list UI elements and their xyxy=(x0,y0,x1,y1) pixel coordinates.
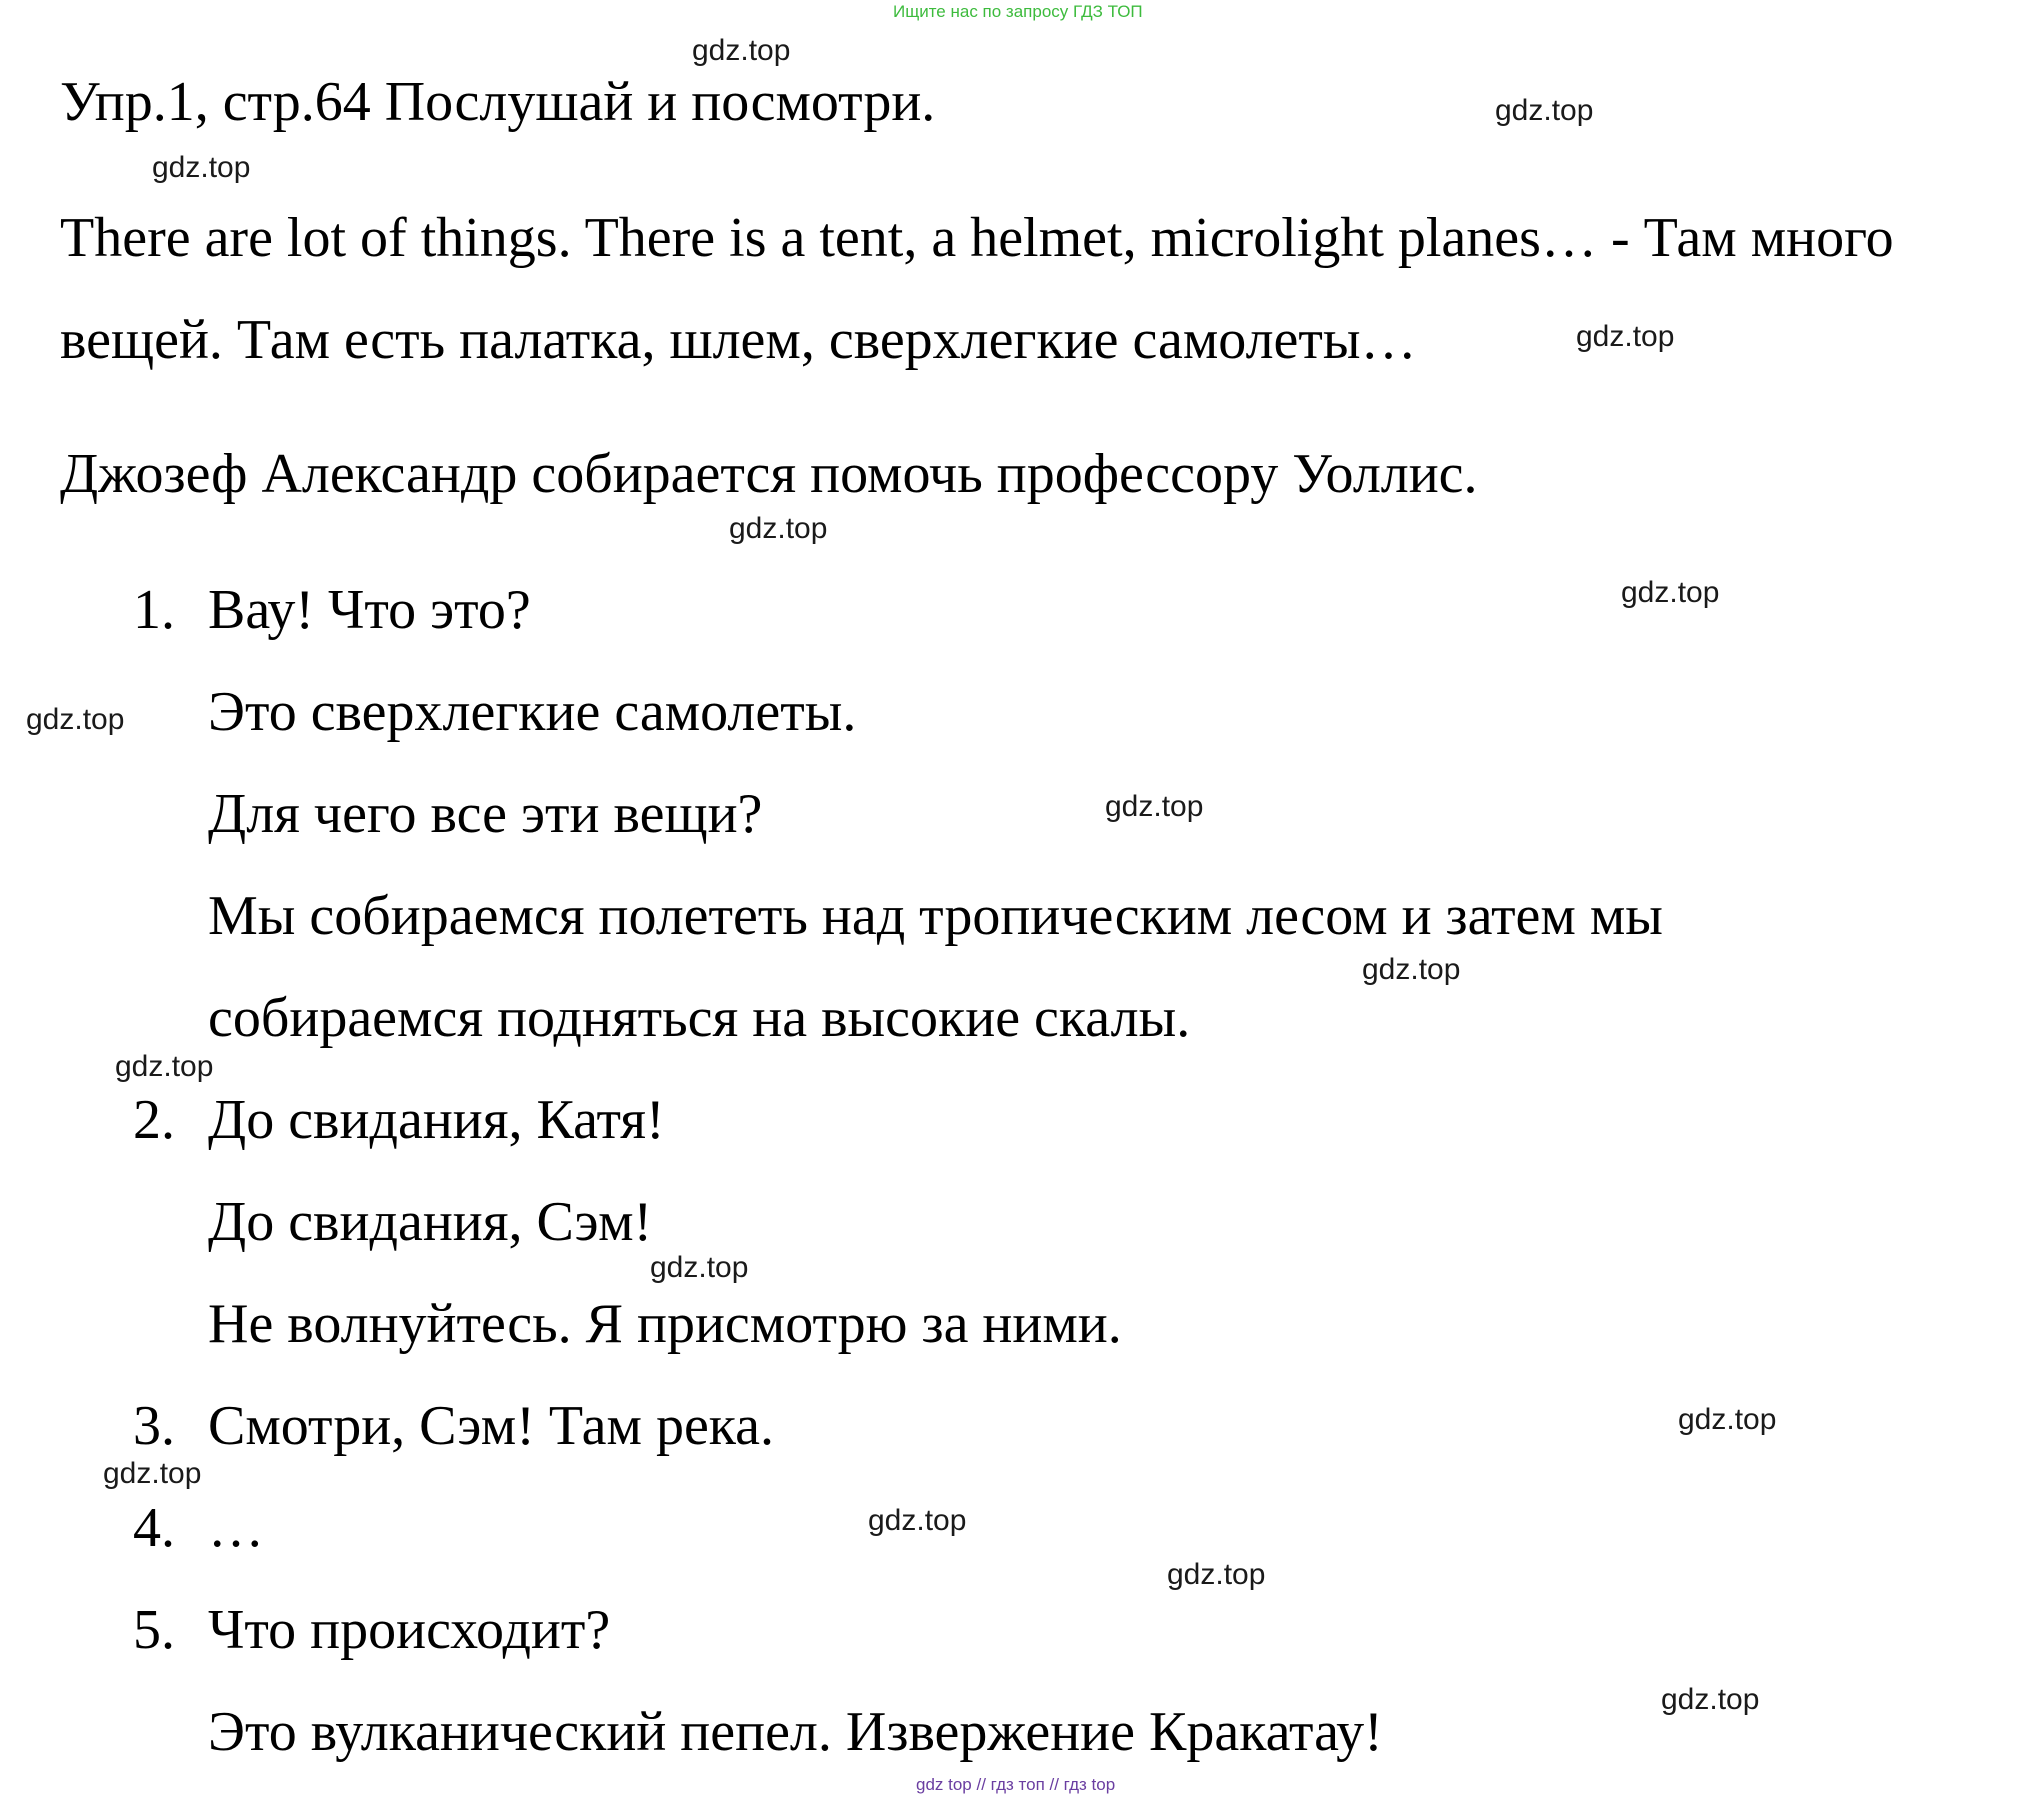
watermark: gdz.top xyxy=(1362,953,1461,986)
item-number: 2. xyxy=(133,1089,175,1151)
intro-line-1: There are lot of things. There is a tent, a helmet, microlight planes… - Там много xyxy=(60,207,1894,269)
item-line: собираемся подняться на высокие скалы. xyxy=(208,987,1191,1049)
item-number: 4. xyxy=(133,1497,175,1559)
watermark: gdz.top xyxy=(692,34,791,67)
watermark: gdz.top xyxy=(26,703,125,736)
watermark: gdz.top xyxy=(115,1050,214,1083)
watermark: gdz.top xyxy=(1621,576,1720,609)
item-line: Мы собираемся полететь над тропическим лесом и затем мы xyxy=(208,885,1663,947)
watermark: gdz.top xyxy=(152,151,251,184)
watermark: gdz.top xyxy=(1167,1558,1266,1591)
item-line: До свидания, Сэм! xyxy=(208,1191,653,1253)
context-line: Джозеф Александр собирается помочь профессору Уоллис. xyxy=(60,443,1478,505)
watermark: gdz.top xyxy=(1495,94,1594,127)
watermark: gdz.top xyxy=(650,1251,749,1284)
item-line: Вау! Что это? xyxy=(208,579,531,641)
item-number: 5. xyxy=(133,1599,175,1661)
watermark: gdz.top xyxy=(1576,320,1675,353)
watermark: gdz.top xyxy=(1678,1403,1777,1436)
watermark: gdz.top xyxy=(729,512,828,545)
item-line: Это сверхлегкие самолеты. xyxy=(208,681,857,743)
item-2 xyxy=(133,1089,665,1151)
item-5 xyxy=(133,1599,611,1661)
watermark: gdz.top xyxy=(868,1504,967,1537)
item-4 xyxy=(133,1497,264,1559)
watermark: gdz.top xyxy=(103,1457,202,1490)
item-1 xyxy=(133,579,531,641)
item-number: 3. xyxy=(133,1395,175,1457)
watermark: gdz.top xyxy=(1105,790,1204,823)
intro-line-2: вещей. Там есть палатка, шлем, сверхлегкие самолеты… xyxy=(60,309,1417,371)
item-line: Это вулканический пепел. Извержение Кракатау! xyxy=(208,1701,1383,1763)
top-banner: Ищите нас по запросу ГДЗ ТОП xyxy=(893,2,1143,21)
footer: gdz top // гдз топ // гдз top xyxy=(916,1775,1116,1794)
item-line: Смотри, Сэм! Там река. xyxy=(208,1395,775,1457)
item-line: Для чего все эти вещи? xyxy=(208,783,763,845)
watermark: gdz.top xyxy=(1661,1683,1760,1716)
page-title: Упр.1, стр.64 Послушай и посмотри. xyxy=(60,71,936,133)
item-line: До свидания, Катя! xyxy=(208,1089,665,1151)
item-line: Не волнуйтесь. Я присмотрю за ними. xyxy=(208,1293,1122,1355)
item-line: Что происходит? xyxy=(208,1599,611,1661)
item-line: … xyxy=(208,1497,264,1559)
item-number: 1. xyxy=(133,579,175,641)
item-3 xyxy=(133,1395,775,1457)
